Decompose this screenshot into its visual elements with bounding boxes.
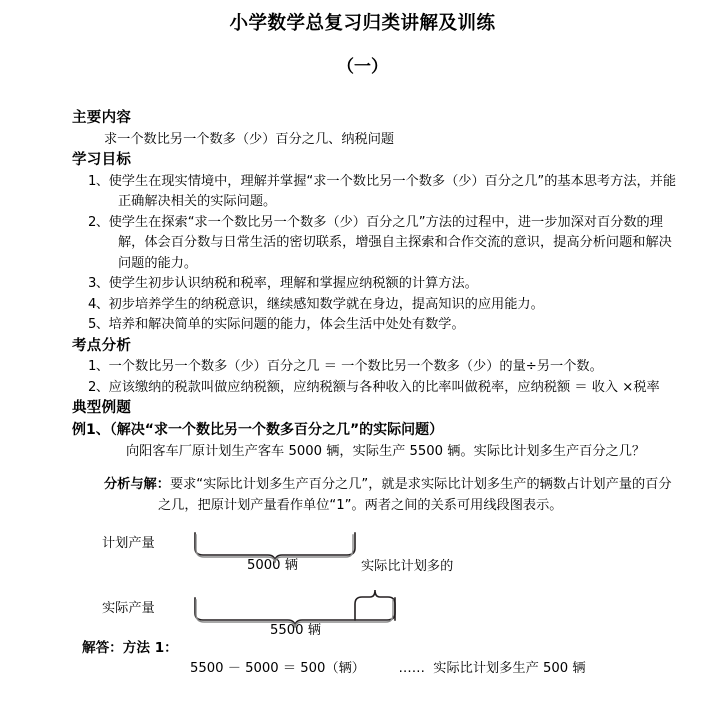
page-subtitle: （一） (337, 57, 388, 78)
diagram-difference-label: 实际比计划多的 (361, 559, 454, 575)
list-item-number: 5、 (88, 317, 109, 333)
list-item-number: 4、 (88, 296, 109, 312)
section-heading-examples: 典型例题 (72, 400, 132, 417)
list-item (72, 378, 680, 398)
diagram-braces (72, 530, 492, 638)
example-body: 向阳客车厂原计划生产客车 5000 辆，实际生产 5500 辆。实际比计划多生产百分之几？ (126, 443, 646, 459)
list-item-number: 3、 (88, 276, 109, 292)
page-title: 小学数学总复习归类讲解及训练 (229, 13, 496, 34)
list-item (72, 213, 680, 274)
list-item-text: 应该缴纳的税款叫做应纳税额，应纳税额与各种收入的比率叫做税率，应纳税额 ＝ 收入 ×税率 (108, 379, 660, 395)
list-item-text: 使学生在现实情境中，理解并掌握“求一个数比另一个数多（少）百分之几”的基本思考方法，并能正确解决相关的实际问题。 (108, 173, 677, 210)
analysis-paragraph (72, 475, 680, 516)
list-item-number: 2、 (88, 214, 109, 230)
planned-brace-shadow-icon (196, 535, 353, 563)
diagram-planned-label: 计划产量 (102, 536, 155, 552)
list-item-text: 初步培养学生的纳税意识，继续感知数学就在身边，提高知识的应用能力。 (108, 296, 544, 312)
solution-heading (72, 638, 680, 659)
section-heading-main-content: 主要内容 (72, 110, 132, 127)
solution-answer-label: 解答： (82, 640, 123, 657)
difference-brace-icon (355, 590, 395, 620)
main-content-text: 求一个数比另一个数多（少）百分之几、纳税问题 (104, 132, 395, 148)
list-item (72, 274, 680, 294)
list-item (72, 295, 680, 315)
actual-brace-shadow-icon (196, 600, 393, 628)
solution-method-label: 方法 1： (122, 640, 178, 657)
section-heading-objectives: 学习目标 (72, 152, 132, 169)
list-item-text: 一个数比另一个数多（少）百分之几 ＝ 一个数比另一个数多（少）的量÷另一个数。 (108, 359, 603, 375)
diagram-actual-value: 5500 辆 (270, 623, 321, 639)
list-item-text: 培养和解决简单的实际问题的能力，体会生活中处处有数学。 (108, 317, 465, 333)
section-heading-key-points: 考点分析 (72, 337, 132, 354)
solution-line-1: 5500 － 5000 ＝ 500（辆） …… 实际比计划多生产 500 辆 (190, 661, 586, 677)
document-body (0, 108, 725, 679)
diagram-actual-label: 实际产量 (102, 601, 155, 617)
diagram-planned-value: 5000 辆 (247, 558, 298, 574)
list-item (72, 357, 680, 377)
analysis-text: 要求“实际比计划多生产百分之几”，就是求实际比计划多生产的辆数占计划产量的百分之几，把原计划产量看作单位“1”。两者之间的关系可用线段图表示。 (158, 477, 672, 513)
list-item-text: 使学生初步认识纳税和税率，理解和掌握应纳税额的计算方法。 (108, 276, 478, 292)
list-item-text: 使学生在探索“求一个数比另一个数多（少）百分之几”方法的过程中，进一步加深对百分数的理解，体会百分数与日常生活的密切联系，增强自主探索和合作交流的意识，提高分析问题和解决问题的能力。 (108, 214, 672, 271)
key-points-list (72, 357, 680, 398)
example-title: 例1、（解决“求一个数比另一个数多百分之几”的实际问题） (72, 421, 444, 438)
objectives-list (72, 172, 680, 336)
list-item-number: 1、 (88, 359, 109, 375)
list-item-number: 2、 (88, 379, 109, 395)
list-item-number: 1、 (88, 173, 109, 189)
analysis-label: 分析与解： (104, 477, 170, 493)
line-segment-diagram (72, 530, 680, 638)
list-item (72, 315, 680, 335)
list-item (72, 172, 680, 213)
